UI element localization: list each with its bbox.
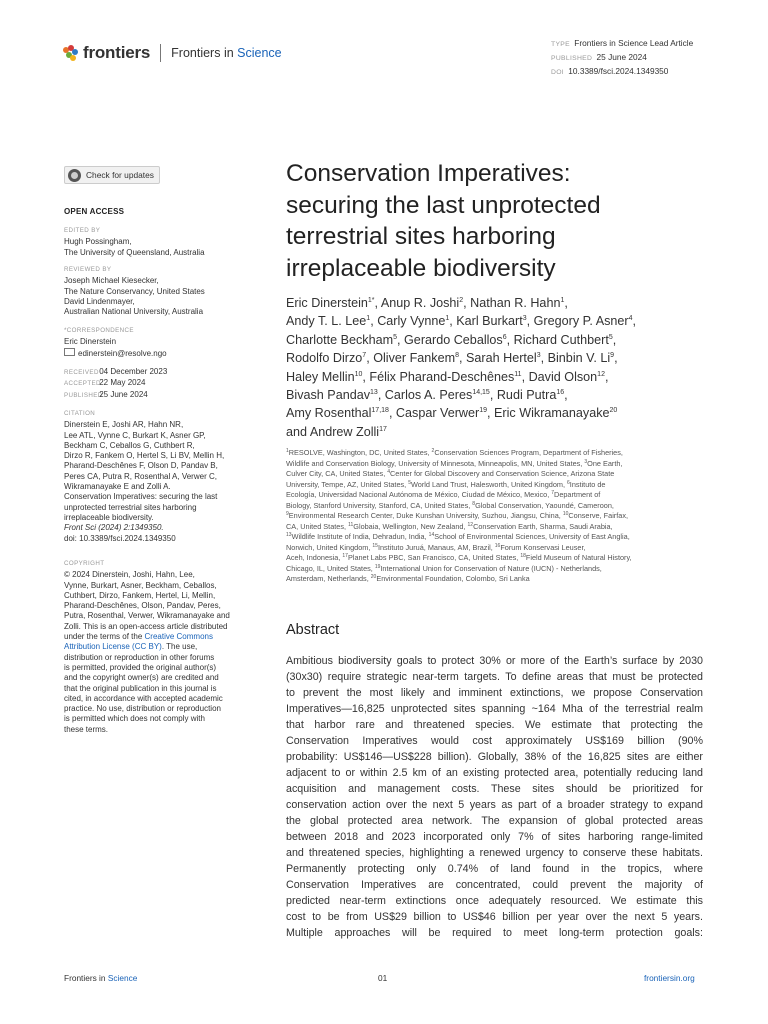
abstract-line: probability: US$146—US$228 billion). Globally, 38% of the 16,825 sites are either bbox=[286, 751, 703, 763]
abstract-line: the global protected area network. The expansion of global protected areas bbox=[286, 815, 703, 827]
article-title: Conservation Imperatives: securing the last unprotected terrestrial sites harboring irreplaceable biodiversity bbox=[286, 160, 601, 282]
abstract-text bbox=[286, 653, 703, 941]
correspondence-email[interactable]: edinerstein@resolve.ngo bbox=[78, 348, 167, 358]
check-updates-icon bbox=[68, 169, 81, 182]
affiliation-line: $^{13}$Wildlife Institute of India, Dehradun, India, $^{14}$School of Environmental Sciences, University of East Anglia, bbox=[286, 532, 630, 541]
logo-divider bbox=[160, 44, 161, 62]
page-number: 01 bbox=[378, 973, 388, 983]
meta-doi: DOI 10.3389/fsci.2024.1349350 bbox=[551, 66, 669, 76]
citation: CITATION Dinerstein E, Joshi AR, Hahn NR, Lee ATL, Vynne C, Burkart K, Asner GP, Beckham C, Ceballos G, Cuthbert R, Dirzo R, Fankem O, Hertel S, Li BV, Mellin H, Pharand-Deschênes F, Olson D, Pandav B, Peres CA, Putra R, Rosenthal A, Verwer C, Wikramanayake E and Zolli A. Conservation Imperatives: securing the last unprotected terrestrial sites harboring irreplaceable biodiversity. Front Sci (2024) 2:1349350. doi: 10.3389/fsci.2024.1349350 bbox=[64, 410, 225, 543]
abstract-line: Ambitious biodiversity goals to protect 30% or more of the Earth’s surface by 2030 bbox=[286, 655, 703, 667]
abstract-line: and threatened species, highlighting a renewed urgency to conserve these habitats. bbox=[286, 847, 703, 859]
affiliation-line: Aceh, Indonesia, $^{17}$Planet Labs PBC, San Francisco, CA, United States, $^{18}$Field Museum of Natural History, bbox=[286, 553, 632, 562]
abstract-heading: Abstract bbox=[286, 622, 340, 638]
article-meta bbox=[551, 37, 693, 79]
author-line: and Andrew Zolli$^{17}$ bbox=[286, 424, 387, 439]
abstract-line: Permanently protecting only 0.74% of land found in the tropics, where bbox=[286, 863, 703, 875]
abstract-line: (30x30) require strategic near-term targets. To define areas that must be protected bbox=[286, 671, 703, 683]
affiliation-line: Ecología, Universidad Nacional Autónoma de México, Ciudad de México, Mexico, $^7$Department of bbox=[286, 490, 601, 499]
author-line: Andy T. L. Lee$^1$, Carly Vynne$^1$, Karl Burkart$^3$, Gregory P. Asner$^4$, bbox=[286, 314, 637, 329]
journal-name: Frontiers in Science bbox=[171, 46, 282, 60]
frontiers-logo-icon bbox=[63, 45, 79, 61]
check-for-updates-button[interactable]: Check for updates bbox=[64, 166, 160, 184]
author-line: Bivash Pandav$^{13}$, Carlos A. Peres$^{14,15}$, Rudi Putra$^{16}$, bbox=[286, 388, 568, 403]
reviewed-by: REVIEWED BY Joseph Michael Kiesecker, The Nature Conservancy, United States David Lindenmayer, Australian National University, Australia bbox=[64, 266, 205, 317]
envelope-icon bbox=[64, 348, 75, 356]
meta-type: TYPE Frontiers in Science Lead Article bbox=[551, 38, 694, 48]
cc-license-link[interactable]: Creative Commons bbox=[144, 632, 213, 642]
abstract-line: cost to be from US$29 billion to US$46 billion per year over the next 5 years. bbox=[286, 911, 703, 923]
affiliation-line: Amsterdam, Netherlands, $^{20}$Environmental Foundation, Colombo, Sri Lanka bbox=[286, 574, 530, 583]
copyright: COPYRIGHT © 2024 Dinerstein, Joshi, Hahn, Lee, Vynne, Burkart, Asner, Beckham, Ceballos, Cuthbert, Dirzo, Fankem, Hertel, Li, Mellin, Pharand-Deschênes, Olson, Pandav, Peres, Putra, Rosenthal, Verwer, Wikramanayake and Zolli. This is an open-access article distributed under the terms of the Creative Commons Attribution License (CC BY). The use, distribution or reproduction in other forums is permitted, provided the original author(s) and the copyright owner(s) are credited and that the original publication in this journal is cited, in accordance with accepted academic practice. No use, distribution or reproduction is permitted which does not comply with these terms. bbox=[64, 560, 230, 734]
author-line: Amy Rosenthal$^{17,18}$, Caspar Verwer$^{19}$, Eric Wikramanayake$^{20}$ bbox=[286, 406, 618, 421]
cc-license-link-2[interactable]: Attribution License (CC BY) bbox=[64, 642, 162, 652]
abstract-line: Multiple approaches will be required to meet long-term protection goals: bbox=[286, 927, 703, 939]
correspondence: *CORRESPONDENCE Eric Dinerstein edinerstein@resolve.ngo bbox=[64, 327, 167, 358]
footer-journal: Frontiers in Science bbox=[64, 973, 138, 983]
affiliation-line: Biology, Stanford University, Stanford, CA, United States, $^8$Global Conservation, Yaoundé, Cameroon, bbox=[286, 500, 614, 510]
affiliation-line: Culver City, CA, United States, $^4$Center for Global Discovery and Conservation Science, Arizona State bbox=[286, 469, 615, 478]
author-line: Rodolfo Dirzo$^7$, Oliver Fankem$^8$, Sarah Hertel$^3$, Binbin V. Li$^9$, bbox=[286, 351, 618, 366]
affiliation-line: CA, United States, $^{11}$Globaia, Wellington, New Zealand, $^{12}$Conservation Earth, Sharma, Saudi Arabia, bbox=[286, 521, 613, 531]
abstract-line: Conservation Imperatives would cost approximately US$169 billion (90% bbox=[286, 735, 703, 747]
author-line: Charlotte Beckham$^5$, Gerardo Ceballos$^6$, Richard Cuthbert$^5$, bbox=[286, 332, 617, 347]
meta-published: PUBLISHED 25 June 2024 bbox=[551, 52, 647, 62]
frontiers-logo[interactable] bbox=[63, 42, 282, 64]
abstract-line: conservation action over the next 5 years as part of a broader strategy to expand bbox=[286, 799, 703, 811]
author-line: Haley Mellin$^{10}$, Félix Pharand-Deschênes$^{11}$, David Olson$^{12}$, bbox=[286, 369, 609, 384]
abstract-line: predicted near-term extinctions once adequately resourced. We estimate this bbox=[286, 895, 703, 907]
abstract-line: Imperatives—16,825 unprotected sites spanning ~164 Mha of the terrestrial realm bbox=[286, 703, 703, 715]
affiliation-line: Chicago, IL, United States, $^{19}$International Union for Conservation of Nature (IUCN) - Netherlands, bbox=[286, 563, 602, 573]
abstract-line: to prevent the most likely and imminent extinctions, we propose Conservation bbox=[286, 687, 703, 699]
author-line: Eric Dinerstein$^{1*}$, Anup R. Joshi$^2$, Nathan R. Hahn$^1$, bbox=[286, 296, 568, 310]
article-dates: RECEIVED 04 December 2023 ACCEPTED 22 May 2024 PUBLISHED 25 June 2024 bbox=[64, 367, 168, 399]
abstract-line: Conservation Imperatives are concentrated, could prevent the majority of bbox=[286, 879, 703, 891]
abstract-line: that harbor rare and threatened species. We estimate that protecting the bbox=[286, 719, 703, 731]
open-access-label: OPEN ACCESS bbox=[64, 207, 125, 216]
affiliations bbox=[286, 448, 706, 585]
frontiers-wordmark: frontiers bbox=[83, 43, 151, 62]
affiliation-line: Norwich, United Kingdom, $^{15}$Instituto Juruá, Manaus, AM, Brazil, $^{16}$Forum Konservasi Leuser, bbox=[286, 542, 586, 552]
affiliation-line: Wildlife and Conservation Biology, University of Minnesota, Minneapolis, MN, United States, $^3$One Earth, bbox=[286, 458, 623, 468]
edited-by: EDITED BY Hugh Possingham, The University of Queensland, Australia bbox=[64, 227, 205, 257]
affiliation-line: University, Tempe, AZ, United States, $^5$World Land Trust, Halesworth, United Kingdom, $^6$Instituto de bbox=[286, 479, 606, 489]
author-list bbox=[286, 294, 706, 441]
abstract-line: acquisition and management costs. These sites should be prioritized for bbox=[286, 783, 703, 795]
affiliation-line: $^1$RESOLVE, Washington, DC, United States, $^2$Conservation Sciences Program, Department of Fisheries, bbox=[286, 448, 623, 457]
abstract-line: adjacent to or within 2.5 km of an existing protected area, potentially reducing land bbox=[286, 767, 703, 779]
affiliation-line: $^9$Environmental Research Center, Duke Kunshan University, Suzhou, Jiangsu, China, $^{10}$Conserve, Fairfax, bbox=[286, 511, 629, 520]
footer-site-link[interactable]: frontiersin.org bbox=[644, 973, 695, 983]
abstract-line: between 2018 and 2023 incorporated only 7% of sites harboring range-limited bbox=[286, 831, 703, 843]
